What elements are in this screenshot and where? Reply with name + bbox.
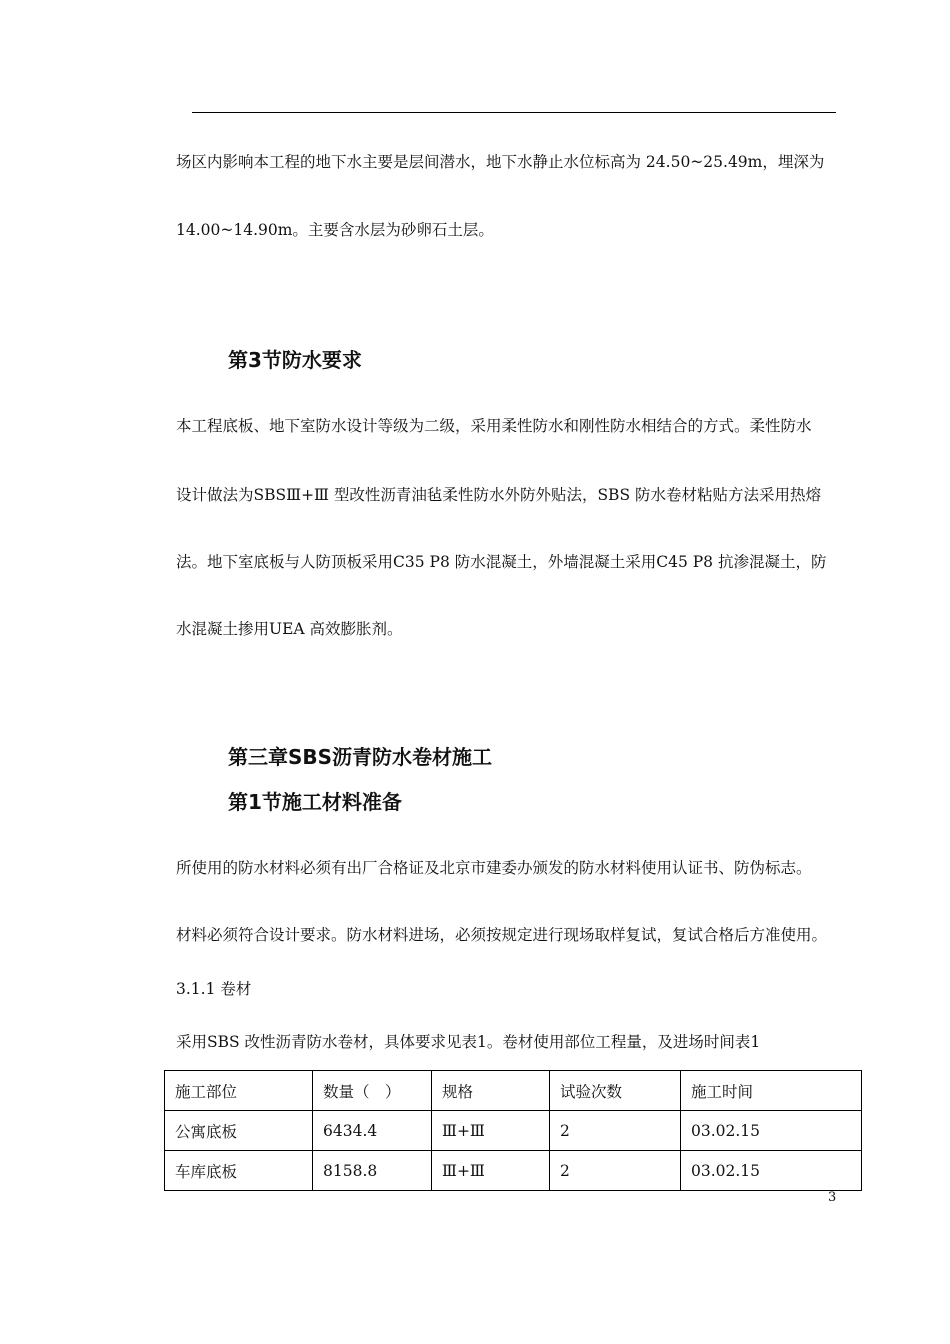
section3-heading: 第3节防水要求	[228, 348, 362, 372]
table-header-cell: 施工时间	[681, 1071, 862, 1111]
table-cell: 03.02.15	[681, 1151, 862, 1191]
materials-table	[164, 1070, 862, 1191]
para1-line1: 场区内影响本工程的地下水主要是层间潜水，地下水静止水位标高为 24.50~25.49m，埋深为	[176, 153, 825, 171]
page-number: 3	[828, 1190, 837, 1205]
table-cell: 2	[550, 1111, 681, 1151]
table-header-cell: 试验次数	[550, 1071, 681, 1111]
para4: 材料必须符合设计要求。防水材料进场，必须按规定进行现场取样复试，复试合格后方准使用。	[176, 926, 828, 944]
table-row	[165, 1111, 862, 1151]
para2-line2: 设计做法为SBSⅢ+Ⅲ 型改性沥青油毡柔性防水外防外贴法，SBS 防水卷材粘贴方法采用热熔	[176, 486, 821, 504]
para2-line4: 水混凝土掺用UEA 高效膨胀剂。	[176, 620, 403, 638]
table-header-cell: 规格	[432, 1071, 550, 1111]
para5: 采用SBS 改性沥青防水卷材，具体要求见表1。卷材使用部位工程量，及进场时间表1	[176, 1033, 761, 1051]
para3: 所使用的防水材料必须有出厂合格证及北京市建委办颁发的防水材料使用认证书、防伪标志。	[176, 859, 812, 877]
table-cell: 车库底板	[165, 1151, 313, 1191]
subsection-title: 3.1.1 卷材	[176, 980, 252, 998]
table-cell: 8158.8	[313, 1151, 432, 1191]
table-cell: 2	[550, 1151, 681, 1191]
table-header-cell: 数量（ ）	[313, 1071, 432, 1111]
para2-line1: 本工程底板、地下室防水设计等级为二级，采用柔性防水和刚性防水相结合的方式。柔性防水	[176, 417, 812, 435]
table-cell: Ⅲ+Ⅲ	[432, 1111, 550, 1151]
section1-heading: 第1节施工材料准备	[228, 790, 402, 814]
para2-line3: 法。地下室底板与人防顶板采用C35 P8 防水混凝土，外墙混凝土采用C45 P8 抗渗混凝土，防	[176, 553, 827, 571]
table-cell: 公寓底板	[165, 1111, 313, 1151]
table-cell: 03.02.15	[681, 1111, 862, 1151]
table-header-cell: 施工部位	[165, 1071, 313, 1111]
table-header-row	[165, 1071, 862, 1111]
para1-line2: 14.00~14.90m。主要含水层为砂卵石土层。	[176, 221, 494, 239]
table-cell: 6434.4	[313, 1111, 432, 1151]
table-cell: Ⅲ+Ⅲ	[432, 1151, 550, 1191]
table-row	[165, 1151, 862, 1191]
chapter3-heading: 第三章SBS沥青防水卷材施工	[228, 745, 493, 769]
header-rule	[192, 112, 836, 113]
